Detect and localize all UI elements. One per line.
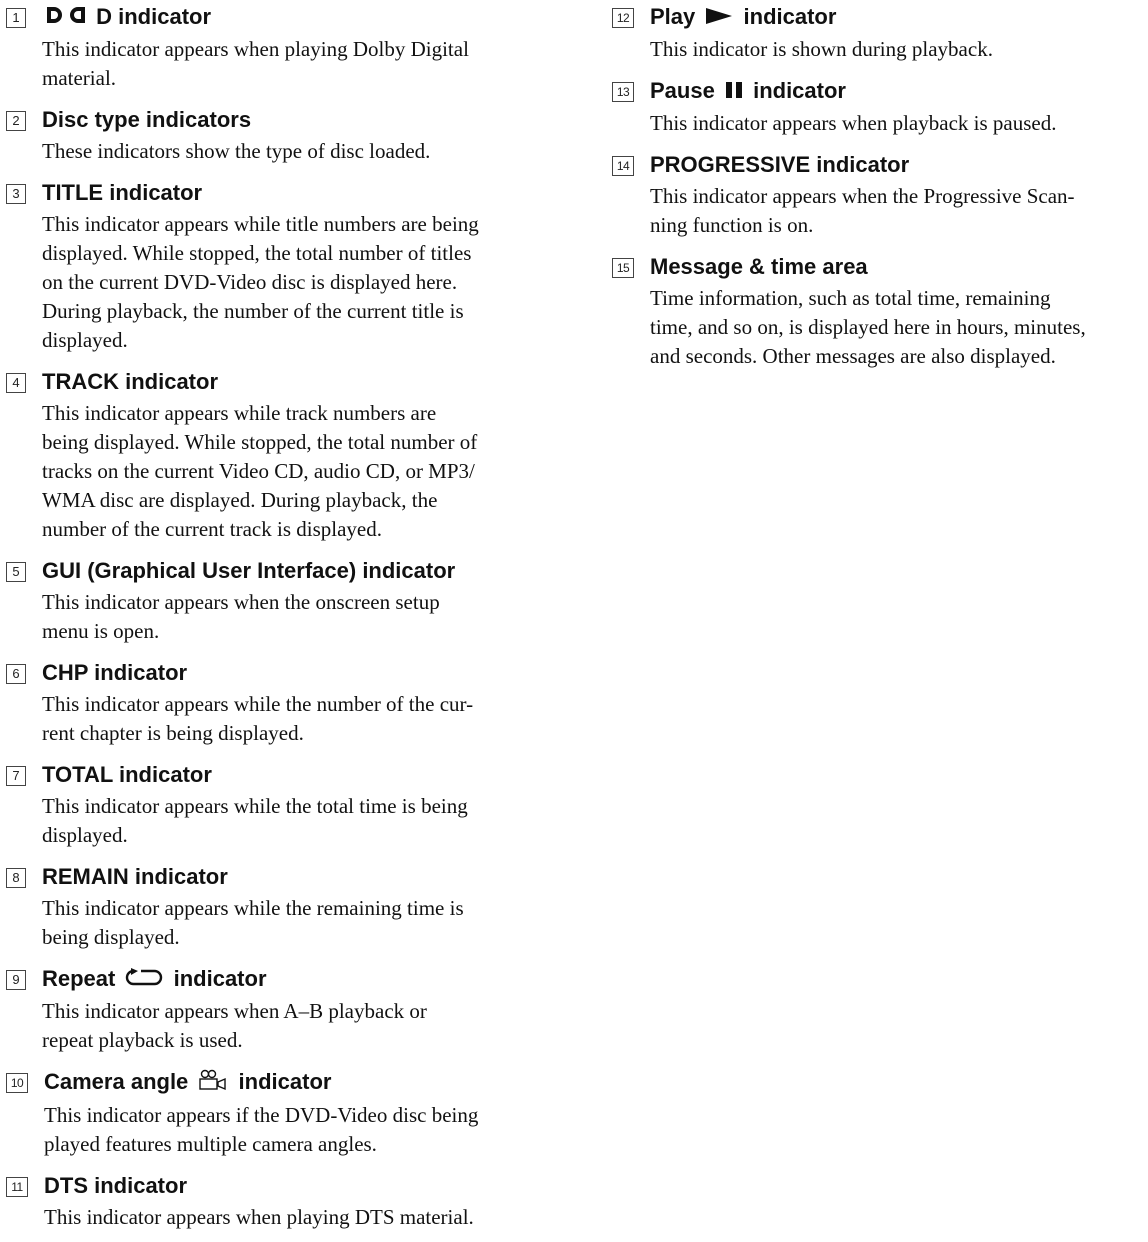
- desc-line: This indicator is shown during playback.: [650, 37, 993, 62]
- item-number: 5: [6, 562, 26, 582]
- item-heading: GUI (Graphical User Interface) indicator: [42, 558, 456, 584]
- desc-line: displayed. While stopped, the total number of titles: [42, 241, 472, 266]
- desc-line: number of the current track is displayed.: [42, 517, 382, 542]
- item-number: 1: [6, 8, 26, 28]
- desc-line: on the current DVD-Video disc is displayed here.: [42, 270, 458, 295]
- indicator-item-5: [6, 554, 546, 646]
- desc-line: This indicator appears when the Progressive Scan-: [650, 184, 1075, 209]
- desc-line: Time information, such as total time, remaining: [650, 286, 1051, 311]
- item-number: 15: [612, 258, 634, 278]
- item-number: 12: [612, 8, 634, 28]
- indicator-item-1: [6, 0, 546, 93]
- indicator-item-10: [6, 1065, 546, 1158]
- item-heading: PROGRESSIVE indicator: [650, 152, 910, 178]
- item-number: 8: [6, 868, 26, 888]
- item-heading: [42, 962, 546, 997]
- indicator-item-7: [6, 758, 546, 850]
- item-heading: TITLE indicator: [42, 180, 203, 206]
- item-number: 4: [6, 373, 26, 393]
- indicator-item-11: [6, 1169, 546, 1232]
- desc-line: This indicator appears when A–B playback or: [42, 999, 427, 1024]
- item-heading: TOTAL indicator: [42, 762, 212, 788]
- item-heading-text: indicator: [743, 4, 837, 29]
- item-description: [44, 1203, 546, 1232]
- item-heading: Disc type indicators: [42, 107, 252, 133]
- indicator-item-15: [612, 250, 1148, 371]
- indicator-item-4: [6, 365, 546, 544]
- desc-line: material.: [42, 66, 117, 91]
- indicator-item-9: [6, 962, 546, 1055]
- desc-line: During playback, the number of the current title is: [42, 299, 464, 324]
- desc-line: being displayed.: [42, 925, 180, 950]
- desc-line: This indicator appears when playback is paused.: [650, 111, 1057, 136]
- item-description: [42, 894, 546, 952]
- item-heading: [650, 0, 1148, 35]
- play-triangle-icon: [705, 1, 733, 35]
- indicator-item-13: [612, 74, 1148, 138]
- desc-line: rent chapter is being displayed.: [42, 721, 304, 746]
- item-heading-text: indicator: [753, 78, 846, 104]
- left-column: [6, 0, 546, 1242]
- item-number: 14: [612, 156, 634, 176]
- desc-line: being displayed. While stopped, the total number of: [42, 430, 478, 455]
- item-number: 9: [6, 970, 26, 990]
- desc-line: This indicator appears while track numbers are: [42, 401, 437, 426]
- item-description: [42, 399, 546, 544]
- desc-line: This indicator appears when the onscreen setup: [42, 590, 440, 615]
- desc-line: This indicator appears while the remaining time is: [42, 896, 464, 921]
- item-number: 7: [6, 766, 26, 786]
- pause-bars-icon: [725, 75, 743, 109]
- item-heading: REMAIN indicator: [42, 864, 228, 890]
- item-number: 11: [6, 1177, 28, 1197]
- item-description: [650, 109, 1148, 138]
- item-description: [650, 35, 1148, 64]
- right-column: [612, 0, 1148, 381]
- item-heading: [42, 0, 546, 35]
- indicator-item-2: [6, 103, 546, 166]
- indicator-item-6: [6, 656, 546, 748]
- item-heading: TRACK indicator: [42, 369, 218, 395]
- desc-line: This indicator appears while the total time is being: [42, 794, 468, 819]
- indicator-item-8: [6, 860, 546, 952]
- dolby-double-d-icon: [46, 1, 86, 35]
- desc-line: These indicators show the type of disc loaded.: [42, 139, 431, 164]
- item-heading-text: Pause: [650, 78, 715, 104]
- item-heading: DTS indicator: [44, 1172, 188, 1198]
- item-description: [42, 792, 546, 850]
- item-heading-text: indicator: [173, 966, 267, 992]
- desc-line: tracks on the current Video CD, audio CD, or MP3/: [42, 459, 475, 484]
- item-heading-text: D indicator: [96, 4, 212, 29]
- desc-line: displayed.: [42, 328, 128, 353]
- desc-line: repeat playback is used.: [42, 1028, 243, 1053]
- desc-line: displayed.: [42, 823, 128, 848]
- item-heading: CHP indicator: [42, 660, 188, 686]
- item-heading-text: Play: [650, 4, 696, 29]
- desc-line: This indicator appears when playing Dolby Digital: [42, 37, 469, 62]
- item-description: [650, 284, 1148, 371]
- item-number: 13: [612, 82, 634, 102]
- desc-line: and seconds. Other messages are also displayed.: [650, 344, 1056, 369]
- desc-line: This indicator appears if the DVD-Video disc being: [44, 1102, 479, 1127]
- desc-line: This indicator appears while the number of the cur-: [42, 692, 474, 717]
- item-number: 3: [6, 184, 26, 204]
- repeat-arrow-icon: [125, 963, 163, 997]
- item-heading-text: Camera angle: [44, 1069, 189, 1095]
- item-description: [650, 182, 1148, 240]
- desc-line: ning function is on.: [650, 213, 814, 238]
- desc-line: WMA disc are displayed. During playback, the: [42, 488, 438, 513]
- item-description: [42, 210, 546, 355]
- item-heading-text: indicator: [238, 1069, 332, 1095]
- item-description: [42, 137, 546, 166]
- desc-line: This indicator appears when playing DTS material.: [44, 1204, 474, 1229]
- indicator-item-12: [612, 0, 1148, 64]
- item-number: 10: [6, 1073, 28, 1093]
- camera-angle-icon: [198, 1067, 228, 1101]
- indicator-item-14: [612, 148, 1148, 240]
- indicator-item-3: [6, 176, 546, 355]
- item-number: 6: [6, 664, 26, 684]
- item-description: [44, 1101, 546, 1159]
- item-heading: [650, 74, 1148, 109]
- desc-line: menu is open.: [42, 619, 160, 644]
- desc-line: played features multiple camera angles.: [44, 1131, 377, 1156]
- item-description: [42, 997, 546, 1055]
- item-heading: Message & time area: [650, 254, 868, 280]
- item-heading-text: Repeat: [42, 966, 116, 992]
- item-heading: [44, 1065, 546, 1100]
- item-description: [42, 588, 546, 646]
- desc-line: time, and so on, is displayed here in hours, minutes,: [650, 315, 1086, 340]
- item-description: [42, 690, 546, 748]
- item-number: 2: [6, 111, 26, 131]
- item-description: [42, 35, 546, 93]
- desc-line: This indicator appears while title numbers are being: [42, 212, 479, 237]
